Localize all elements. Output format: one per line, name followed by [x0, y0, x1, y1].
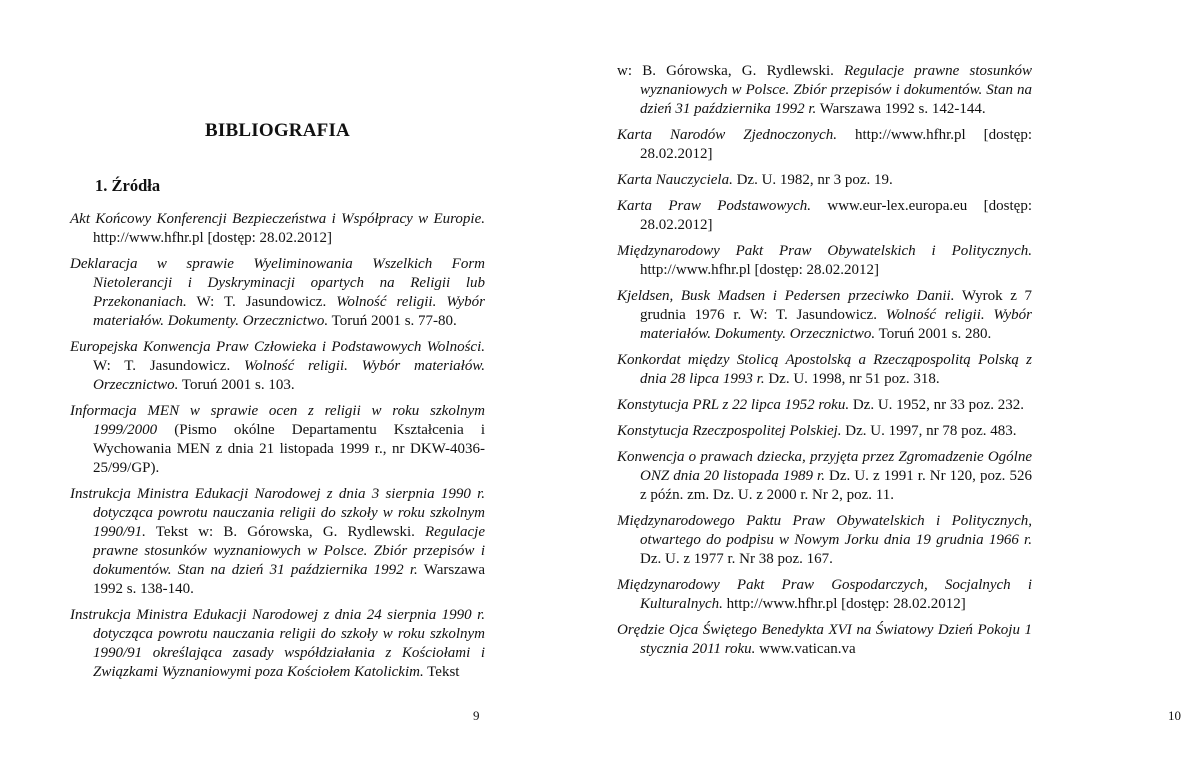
entry-citation: http://www.hfhr.pl [dostęp: 28.02.2012]	[640, 262, 880, 278]
entry-title: Międzynarodowy Pakt Praw Obywatelskich i Politycznych.	[617, 243, 1032, 259]
bibliography-entry	[70, 485, 485, 599]
bibliography-entry	[617, 576, 1032, 614]
entry-title: Karta Narodów Zjednoczonych.	[617, 127, 837, 143]
entry-citation: Tekst	[423, 664, 460, 680]
entry-citation: (Pismo okólne Departamentu Kształcenia i Wychowania MEN z dnia 21 listopada 1999 r., nr DKW-4036-25/99/GP).	[93, 422, 485, 476]
bibliography-entry	[617, 126, 1032, 164]
bibliography-entry	[70, 402, 485, 478]
bibliography-entry	[617, 621, 1032, 659]
bibliography-entry	[70, 210, 485, 248]
page-number-right: 10	[1168, 708, 1181, 723]
bibliography-entry	[617, 351, 1032, 389]
entry-citation: Dz. U. 1997, nr 78 poz. 483.	[841, 423, 1017, 439]
bibliography-entry	[70, 338, 485, 395]
entry-citation: Dz. U. z 1991 r. Nr 120, poz. 526 z późn. zm. Dz. U. z 2000 r. Nr 2, poz. 11.	[640, 468, 1032, 503]
entry-title: Instrukcja Ministra Edukacji Narodowej z dnia 3 sierpnia 1990 r. dotycząca powrotu nauczania religii do szkoły w roku szkolnym 1990/91.	[70, 486, 485, 540]
entry-citation: Dz. U. 1952, nr 33 poz. 232.	[849, 397, 1025, 413]
entry-title: Konstytucja PRL z 22 lipca 1952 roku.	[617, 397, 850, 413]
entry-title: Akt Końcowy Konferencji Bezpieczeństwa i Współpracy w Europie.	[70, 211, 485, 227]
entry-title: Instrukcja Ministra Edukacji Narodowej z dnia 24 sierpnia 1990 r. dotycząca powrotu nauczania religii do szkoły w roku szkolnym 1990/91 określająca zasady współdziałania z Kościołami i Związkami Wyznaniowymi poza Kościołem Katolickim.	[70, 607, 485, 680]
entry-citation: http://www.hfhr.pl [dostęp: 28.02.2012]	[722, 596, 966, 612]
entry-title: Wolność religii. Wybór materiałów. Dokumenty. Orzecznictwo.	[640, 307, 1032, 342]
bibliography-entry	[617, 242, 1032, 280]
bibliography-entry	[70, 255, 485, 331]
entry-citation: http://www.hfhr.pl [dostęp: 28.02.2012]	[640, 127, 1032, 162]
entry-citation: Dz. U. 1982, nr 3 poz. 19.	[732, 172, 893, 188]
bibliography-entry	[617, 512, 1032, 569]
entry-citation: www.eur-lex.europa.eu [dostęp: 28.02.2012]	[640, 198, 1032, 233]
entry-title: Kjeldsen, Busk Madsen i Pedersen przeciwko Danii.	[617, 288, 955, 304]
entry-citation: Warszawa 1992 s. 138-140.	[93, 562, 485, 597]
bibliography-entry	[70, 606, 485, 682]
entry-title: Wolność religii. Wybór materiałów. Orzecznictwo.	[93, 358, 485, 393]
entry-citation: Tekst w: B. Górowska, G. Rydlewski.	[145, 524, 426, 540]
entry-title: Wolność religii. Wybór materiałów. Dokumenty. Orzecznictwo.	[93, 294, 485, 329]
bibliography-entry	[617, 448, 1032, 505]
entry-citation: W: T. Jasundowicz.	[93, 358, 244, 374]
bibliography-entry	[617, 197, 1032, 235]
entry-citation: http://www.hfhr.pl [dostęp: 28.02.2012]	[93, 230, 333, 246]
entry-title: Karta Nauczyciela.	[617, 172, 733, 188]
entry-citation: www.vatican.va	[755, 641, 856, 657]
page-heading: BIBLIOGRAFIA	[205, 120, 350, 141]
entry-citation: Toruń 2001 s. 77-80.	[328, 313, 457, 329]
section-heading: 1. Źródła	[95, 176, 161, 195]
bibliography-entry	[617, 396, 1032, 415]
entry-citation: Toruń 2001 s. 103.	[178, 377, 295, 393]
left-page	[0, 0, 550, 767]
entry-title: Międzynarodowy Pakt Praw Gospodarczych, Socjalnych i Kulturalnych.	[617, 577, 1032, 612]
entry-citation: Warszawa 1992 s. 142-144.	[816, 101, 986, 117]
entry-citation: w: B. Górowska, G. Rydlewski.	[617, 63, 845, 79]
entry-citation: Dz. U. 1998, nr 51 poz. 318.	[764, 371, 940, 387]
entry-title: Orędzie Ojca Świętego Benedykta XVI na Światowy Dzień Pokoju 1 stycznia 2011 roku.	[617, 622, 1032, 657]
bibliography-entry	[617, 287, 1032, 344]
entry-citation: Wyrok z 7 grudnia 1976 r. W: T. Jasundowicz.	[640, 288, 1033, 323]
entry-title: Deklaracja w sprawie Wyeliminowania Wszelkich Form Nietolerancji i Dyskryminacji opartych na Religii lub Przekonaniach.	[70, 256, 485, 310]
bibliography-list-left	[70, 210, 485, 689]
bibliography-entry	[617, 171, 1032, 190]
entry-title: Konwencja o prawach dziecka, przyjęta przez Zgromadzenie Ogólne ONZ dnia 20 listopada 1989 r.	[617, 449, 1032, 484]
page-number-left: 9	[473, 708, 480, 723]
entry-citation: Dz. U. z 1977 r. Nr 38 poz. 167.	[640, 551, 833, 567]
entry-title: Konstytucja Rzeczpospolitej Polskiej.	[617, 423, 842, 439]
entry-title: Regulacje prawne stosunków wyznaniowych w Polsce. Zbiór przepisów i dokumentów. Stan na dzień 31 października 1992 r.	[93, 524, 485, 578]
entry-title: Informacja MEN w sprawie ocen z religii w roku szkolnym 1999/2000	[70, 403, 485, 438]
entry-title: Karta Praw Podstawowych.	[617, 198, 811, 214]
bibliography-entry	[617, 422, 1032, 441]
bibliography-list-right	[617, 62, 1032, 666]
entry-title: Europejska Konwencja Praw Człowieka i Podstawowych Wolności.	[70, 339, 485, 355]
entry-citation: W: T. Jasundowicz.	[186, 294, 337, 310]
entry-citation: Toruń 2001 s. 280.	[875, 326, 992, 342]
entry-title: Regulacje prawne stosunków wyznaniowych w Polsce. Zbiór przepisów i dokumentów. Stan na dzień 31 października 1992 r.	[640, 63, 1033, 117]
entry-title: Konkordat między Stolicą Apostolską a Rzecząpospolitą Polską z dnia 28 lipca 1993 r.	[617, 352, 1032, 387]
bibliography-entry	[617, 62, 1032, 119]
entry-title: Międzynarodowego Paktu Praw Obywatelskich i Politycznych, otwartego do podpisu w Nowym Jorku dnia 19 grudnia 1966 r.	[617, 513, 1032, 548]
